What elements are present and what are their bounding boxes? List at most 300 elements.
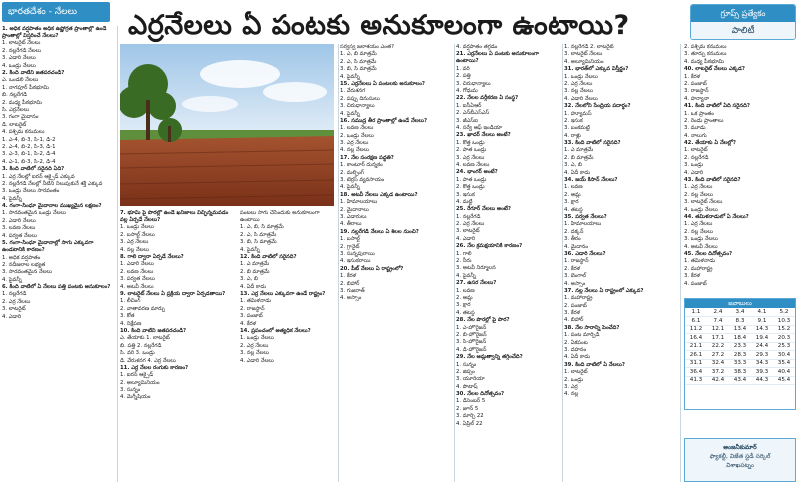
option-text: 4. అస్సాం (340, 295, 362, 302)
answer-cell: 26.1 (685, 351, 707, 360)
option-text: 1. సున్నం (456, 361, 477, 368)
option-text: 2. ఆమ్ల (456, 294, 473, 301)
page-headline: ఎర్రనేలలు ఏ పంటకు అనుకూలంగా ఉంటాయి? (128, 10, 630, 41)
answer-cell: 28.3 (729, 351, 751, 360)
option-text: 4. రాళ్లు (564, 132, 582, 139)
option-text: 4. నిక్షేపణ (120, 320, 142, 327)
option-text: 3. సి-హొరైజన్ (456, 339, 487, 346)
option-text: 4. పొటాష్ (456, 383, 478, 390)
option-text: 2. కేరళ (564, 265, 581, 272)
option-text: 2. నీరు (456, 258, 472, 265)
option-text: 4. పైవన్నీ (340, 73, 360, 80)
answer-cell: 34.3 (751, 359, 773, 368)
option-text: 2. జిప్సం (456, 368, 475, 375)
option-text: 4. పశ్చిమ కనుమలు (2, 129, 45, 136)
option-text: 4. వర్షపాతం తగ్గడం (456, 44, 498, 50)
question-text: 8. గాలి ద్వారా ఏర్పడే నేలలు? (120, 254, 184, 261)
option-text: 1. పంట మార్పిడి (564, 332, 600, 339)
question-text: 5. గంగా-సింధూ మైదానాల్లో సాగు ఎక్కువగా ఉండటానికి కారణం? (2, 240, 94, 254)
option-text: 2. మల్చింగ్ (340, 169, 365, 176)
option-text: 4. తటస్థ (564, 206, 583, 213)
column-divider (562, 44, 563, 482)
question-text: 3. కింది వాటిలో సరైనది ఏది? (2, 166, 65, 173)
option-text: 3. లాటరైట్ (2, 306, 26, 313)
answer-cell: 24.4 (751, 342, 773, 351)
field-photo (120, 44, 334, 206)
option-text: 1. పాత ఒండ్రు (456, 176, 487, 183)
answer-cell: 41.3 (685, 376, 707, 385)
question-text: 1. నల్లరేగడి 2. లాటరైట్ (564, 44, 614, 50)
question-text: 21. ఎర్రనేలలు ఏ పంటకు అనుకూలంగా ఉంటాయి? (456, 51, 540, 65)
answer-cell: 19.4 (751, 334, 773, 343)
option-text: 2. నల్లరేగడి (684, 154, 709, 161)
option-text: 2. బిహార్ (340, 280, 360, 287)
option-text: 2. కొత్త ఒండ్రు (456, 184, 485, 191)
answer-cell: 27.2 (707, 351, 729, 360)
option-text: సి. ఎర్రనేలలు (2, 107, 30, 113)
option-text: 1. మహారాష్ట్ర (564, 295, 593, 302)
option-text: 2. ఎ, సి మాత్రమే (340, 58, 377, 65)
option-text: 1. హిమాలయాలు (340, 199, 378, 206)
question-text: 38. నేల సారాన్ని పెంచేది? (564, 324, 620, 331)
question-text: 6. కింది వాటిలో ఏ నేలలు పత్తి పంటకు అనుకూలం? (2, 284, 111, 291)
option-text: 2. బసాల్ట్ నేలలు (120, 231, 155, 238)
answer-cell: 22.2 (707, 342, 729, 351)
option-text: 3. బంకమట్టి (564, 125, 590, 132)
option-text: 1. గాలి (456, 250, 472, 257)
option-text: 3. పంజాబ్ (240, 313, 263, 320)
option-text: 3. అటవీ నిర్మూలన (456, 265, 496, 272)
answer-cell: 16.4 (685, 334, 707, 343)
answer-cell: 31.1 (685, 359, 707, 368)
option-text: 1. లాటరైట్ నేలలు (2, 40, 41, 47)
answer-cell: 6.1 (685, 317, 707, 326)
option-text: 4. ఎడారి (456, 235, 476, 242)
answer-cell: 23.3 (729, 342, 751, 351)
question-text: 3. టెర్రస్ వ్యవసాయం (340, 177, 385, 184)
answer-row (685, 308, 795, 317)
option-text: 3. ఎ, బి (240, 276, 258, 283)
option-text: 2. ఎర్ర నేలలు (456, 221, 485, 228)
answer-row (685, 334, 795, 343)
option-text: 4. పైవన్నీ (240, 246, 260, 253)
option-text: 2. పశ్చిమ కనుమలు (684, 44, 727, 50)
option-text: 4. నాలుగు (684, 132, 707, 139)
option-text: 4. ఎడారి (2, 313, 22, 320)
option-text: 2. అల్యూమినియం (120, 379, 160, 386)
question-text: 1. సారవంతమైన ఒండ్రు నేలలు (2, 210, 66, 217)
question-text: 2. ఎ-4, బి-2, సి-3, డి-1 (2, 143, 56, 150)
answer-cell: 42.4 (707, 376, 729, 385)
question-text: 15. ఎర్రనేలలు ఏ పంటలకు అనుకూలం? (340, 80, 425, 87)
option-text: 3. పర్వత నేలలు (120, 276, 155, 283)
option-text: 4. ఎడారి (684, 169, 704, 176)
option-text: 4. ఇసుకరాయి (340, 258, 371, 265)
option-text: 3. కోత (120, 313, 135, 320)
option-text: 3. మూడు (684, 125, 706, 132)
question-text: 2. నల్లరేగడి నేలల్లో నీటిని నిలుపుకునే శక్తి ఎక్కువ (2, 180, 103, 187)
option-text: 3. జీఎస్ఐ (456, 117, 478, 124)
category-badge (690, 4, 796, 40)
column-divider (454, 44, 455, 482)
option-text: 1. ఒండ్రు నేలలు (240, 335, 274, 342)
option-text: 4. గోధుమ (456, 88, 478, 95)
question-text: 17. నేల సంరక్షణ పద్ధతి? (340, 154, 394, 161)
option-text: సి. వరి 3. ఒండ్రు (120, 350, 155, 357)
option-text: ఎ. తేయాకు 1. లాటరైట్ (120, 335, 170, 342)
answer-cell: 25.3 (773, 342, 795, 351)
option-text: 3. క్షార (456, 302, 471, 309)
option-text: 1. లాటరైట్ (684, 147, 708, 154)
option-text: 2. బి-హొరైజన్ (456, 331, 487, 338)
option-text: 4. మెగ్నీషియం (120, 394, 151, 401)
answer-row (685, 317, 795, 326)
question-text: 1. ఎర్ర నేలల్లో ఐరన్ ఆక్సైడ్ ఎక్కువ (2, 173, 75, 180)
option-text: 2. మహారాష్ట్ర (684, 265, 713, 272)
answer-cell: 37.2 (707, 368, 729, 377)
option-text: 1. ఐసీఏఆర్ (456, 102, 482, 109)
option-text: 3. నల్ల నేలలు (564, 88, 593, 95)
question-text: 31. భారత్‌లో ఎక్కువ విస్తీర్ణం? (564, 66, 629, 73)
option-text: 2. పంజాబ్ (684, 80, 707, 87)
answer-cell: 3.4 (729, 308, 751, 317)
option-text: 4. ఏదీ కాదు (240, 283, 267, 290)
question-text: 42. తేయాకు ఏ నేలల్లో? (684, 140, 736, 147)
option-text: 2. నల్లరేగడి నేలలు (2, 47, 42, 54)
question-text: 30. నేలల దినోత్సవం? (456, 391, 505, 398)
option-text: 4. ఒండ్రు నేలలు (684, 206, 718, 213)
author-name: అంజనీకుమార్ (723, 444, 757, 451)
answer-cell: 15.2 (773, 325, 795, 334)
option-text: 4. అటవీ నేలలు (684, 243, 718, 250)
option-text: 4. అల్యూమినియం (564, 58, 604, 65)
option-text: 4. మైదానం (564, 243, 589, 250)
option-text: 2. ఒండ్రు (564, 376, 584, 383)
option-text: 2. ఎ, సి మాత్రమే (240, 231, 277, 238)
question-column-4 (340, 44, 452, 482)
option-text: 4. నల్ల నేలలు (120, 246, 149, 253)
option-text: 4. పైవన్నీ (340, 110, 360, 117)
option-text: 1. ఐరన్ ఆక్సైడ్ (120, 372, 154, 379)
option-text: 1. నాగపూర్ పీఠభూమి (2, 84, 49, 91)
answer-row (685, 376, 795, 385)
option-text: 1. లవణ నేలలు (340, 125, 374, 132)
answer-cell: 32.4 (707, 359, 729, 368)
option-text: 2. పంజాబ్ (564, 302, 587, 309)
option-text: 1. బసాల్ట్ (340, 236, 360, 243)
answer-cell: 29.3 (751, 351, 773, 360)
option-text: 2. లవణ నేలలు (120, 268, 154, 275)
option-text: 3. గుజరాత్ (340, 287, 365, 294)
option-text: 2. జూన్ 5 (456, 405, 479, 412)
answer-cell: 43.4 (729, 376, 751, 385)
option-text: 3. బి, సి మాత్రమే (340, 66, 377, 73)
option-text: 1. రాజస్థాన్ (564, 258, 589, 265)
author-box (684, 438, 796, 482)
question-text: 7. భూమి పై పొరల్లో ఉండే ఖనిజాలు విచ్ఛిన్నమవడం వల్ల ఏర్పడే నేలలు? (120, 210, 229, 224)
option-text: 2. బి మాత్రమే (564, 154, 594, 161)
option-text: 1. వరి (456, 65, 470, 72)
option-text: 1. కొత్త ఒండ్రు (456, 139, 485, 146)
question-text: 16. సముద్ర తీర ప్రాంతాల్లో ఉండే నేలలు? (340, 117, 428, 124)
option-text: 1. కాంటూర్ దున్నకం (340, 162, 383, 169)
answer-cell: 5.2 (773, 308, 795, 317)
option-text: 1. డిసెంబర్ 5 (456, 398, 486, 405)
option-text: 3. ఎ, బి (564, 162, 582, 169)
option-text: 4. పర్వత నేలలు (2, 232, 37, 239)
question-text: 26. నేల క్రమక్షయానికి కారణం? (456, 243, 523, 250)
answer-cell: 33.3 (729, 359, 751, 368)
option-text: 3. తూర్పు కనుమలు (684, 51, 727, 58)
question-text: 2. కింది వాటిని జతపరచండి? (2, 70, 65, 77)
option-text: 1. వేరుశనగ (340, 88, 366, 95)
option-text: 2. ఎర్ర నేలలు (2, 298, 31, 305)
option-text: 36. ఎడారి నేలలు? (564, 250, 606, 257)
option-text: 2. నదీజలాల లభ్యత (2, 261, 46, 268)
question-text: 41. కింది వాటిలో ఏది సరైనది? (684, 103, 750, 110)
option-text: 2. పప్పు దినుసులు (340, 95, 380, 102)
option-text: 3. బెంగాల్ (564, 273, 587, 280)
option-text: 3. లాటరైట్ (456, 228, 480, 235)
column-divider (338, 44, 339, 482)
answer-cell: 14.3 (751, 325, 773, 334)
option-text: 1. నల్లరేగడి (456, 213, 481, 220)
answer-row (685, 368, 795, 377)
option-text: 2. రాజస్థాన్ (240, 305, 265, 312)
option-text: 4. పైవన్నీ (340, 184, 360, 191)
option-text: 4. లవణ నేలలు (456, 161, 490, 168)
option-text: 1. ఎ, బి మాత్రమే (340, 51, 377, 58)
question-column-7 (684, 44, 796, 294)
option-text: 1. ఎడారి నేలలు (120, 261, 154, 268)
answer-cell: 7.4 (707, 317, 729, 326)
option-text: 35. పర్వత నేలలు? (564, 213, 607, 220)
option-text: 4. కేరళ (240, 320, 257, 327)
question-text: 23. ఖాదర్ నేలలు అంటే? (456, 132, 511, 139)
option-text: 1. తమిళనాడు (240, 298, 272, 305)
option-text: 2. మధ్య పీఠభూమి (2, 99, 43, 106)
option-text: 2. నల్ల నేలలు (684, 191, 713, 198)
option-text: 1. లవణ (564, 184, 583, 191)
option-text: 1. లవణ (456, 287, 475, 294)
question-text: 10. కింది వాటిని జతపరచండి? (120, 327, 187, 334)
question-text: 40. లాటరైట్ నేలలు ఎక్కడ? (684, 66, 745, 73)
option-text: 2. ఒండ్రు నేలలు (340, 132, 374, 139)
option-text: 3. ఎర్ర నేలలు (456, 154, 485, 161)
option-text: 3. ఎడారి నేలలు (2, 55, 36, 62)
answer-cell: 17.1 (707, 334, 729, 343)
option-text: 3. లాటరైట్ నేలలు (684, 199, 723, 206)
answer-key-table (685, 308, 795, 385)
question-text: 29. నేల ఆమ్లత్వాన్ని తగ్గించేది? (456, 354, 523, 361)
option-text: 3. గంగా మైదానం (2, 114, 39, 121)
option-text: 4. అటవీ నేలలు (120, 283, 154, 290)
answer-cell: 44.3 (751, 376, 773, 385)
option-text: 3. ఒండ్రు (684, 162, 704, 169)
option-text: 1. హిమాలయాలు (564, 221, 602, 228)
option-text: 1. ఎర్ర నేలలు (684, 221, 713, 228)
option-text: 4. బిహార్ (564, 317, 584, 324)
option-text: 2. రెండు ప్రాంతాలు (684, 117, 724, 124)
option-text: 2. ఏకపంట (564, 339, 588, 346)
option-text: ఎ. ఒండలి నేలలు (2, 77, 39, 84)
answer-cell: 4.1 (751, 308, 773, 317)
question-text: 4. ఎ-1, బి-3, సి-2, డి-4 (2, 158, 56, 165)
option-text: 1. కేరళ (684, 73, 701, 80)
question-text: 43. కింది వాటిలో సరైనది? (684, 177, 741, 184)
question-column-3 (240, 210, 338, 482)
option-text: 3. నల్ల నేలలు (240, 350, 269, 357)
question-column-6 (564, 44, 676, 482)
question-text: 44. తమిళనాడులో ఏ నేలలు? (684, 213, 749, 220)
option-text: 4. హర్యానా (684, 95, 710, 102)
option-text: 27. ఉసర నేలలు? (456, 280, 497, 287)
question-text: 12. కింది వాటిలో సరైనది? (240, 254, 297, 261)
option-text: 3. ఎర్ర నేలలు (340, 140, 369, 147)
question-text: 3. ఎ-3, బి-1, సి-2, డి-4 (2, 151, 56, 158)
answer-cell: 8.3 (729, 317, 751, 326)
question-text: 9. లాటరైట్ నేలలు ఏ ప్రక్రియ ద్వారా ఏర్పడతాయి? (120, 291, 226, 297)
option-text: 3. సున్నం (120, 387, 141, 394)
option-text: 3. లవణ నేలలు (2, 225, 36, 232)
option-text: 3. సారవంతమైన నేలలు (2, 269, 52, 276)
question-text: 3. ఒండ్రు నేలలు సారవంతం (2, 188, 60, 195)
option-text: 4. డి-హొరైజన్ (456, 346, 487, 353)
option-text: 2. పాత ఒండ్రు (456, 147, 487, 154)
author-city: విశాఖపట్నం (726, 462, 754, 469)
option-text: 3. యూరియా (456, 376, 485, 383)
option-text: 1. నల్లరేగడి (2, 291, 27, 298)
option-text: 4. ఏదీ కాదు (564, 169, 591, 176)
question-text: 1. ఎ, బి, సి మాత్రమే (240, 224, 284, 231)
question-text: 28. నేల పొరల్లో పై పొర? (456, 317, 510, 324)
option-text: 2. గ్రానైట్ (340, 243, 360, 250)
red-soil-field-image (120, 44, 334, 206)
answer-cell: 10.3 (773, 317, 795, 326)
option-text: 24. భాంగర్ అంటే? (456, 169, 498, 176)
answer-cell: 36.4 (685, 368, 707, 377)
answer-cell: 40.4 (773, 368, 795, 377)
option-text: 2. దక్కన్ (564, 228, 584, 235)
answer-row (685, 351, 795, 360)
option-text: 4. ఎడారి నేలలు (564, 95, 598, 102)
option-text: సర్వస్వ జలాశయం ఎంత? (340, 44, 394, 50)
option-text: 4. పైవన్నీ (2, 276, 22, 283)
option-text: 3. తీరం (564, 236, 581, 243)
option-text: 2. బి మాత్రమే (240, 268, 270, 275)
option-text: 4. ఒండ్రు నేలలు (2, 62, 36, 69)
question-text: 13. ఎర్ర నేలలు ఎక్కువగా ఉండే రాష్ట్రం? (240, 291, 326, 297)
answer-cell: 2.4 (707, 308, 729, 317)
answer-cell: 30.4 (773, 351, 795, 360)
answer-cell: 38.3 (729, 368, 751, 377)
option-text: 2. ఎర్ర నేలలు (240, 342, 269, 349)
option-text: 3. క్షార (564, 199, 579, 206)
question-text: 14. ప్రపంచంలో అత్యధిక నేలలు? (240, 327, 311, 334)
question-text: 18. అటవీ నేలలు ఎక్కడ ఉంటాయి? (340, 191, 418, 198)
question-column-2 (120, 210, 236, 482)
option-text: 3. రాజస్థాన్ (684, 88, 709, 95)
option-text: 4. మధ్య పీఠభూమి (684, 58, 725, 65)
option-text: 4. అస్సాం (564, 280, 586, 287)
answer-cell: 21.1 (685, 342, 707, 351)
question-text: 4. సర్వే ఆఫ్ ఇండియా (456, 125, 503, 131)
option-text: 2. ఎన్‌బీఎస్‌ఎస్ (456, 110, 490, 117)
option-text: 4. తీరాలు (340, 221, 362, 228)
option-text: 1. ఒండ్రు నేలలు (120, 224, 154, 231)
option-text: డి. వేరుశనగ 4. ఎర్ర నేలలు (120, 357, 176, 364)
option-text: 3. సున్నపురాయి (340, 250, 375, 257)
option-text: 4. ఎడారి నేలలు (240, 357, 274, 364)
option-text: 3. మార్చి 22 (456, 413, 484, 420)
question-text: 1. అధిక వర్షపాతం అధిక ఉష్ణోగ్రత ప్రాంతాల్లో ఉండే ప్రాంతాల్లో విస్తరించే నేలలు? (2, 26, 107, 40)
question-text: 32. నేలలోని సేంద్రియ పదార్థం? (564, 103, 631, 110)
question-text: 11. ఎర్ర నేలల రంగుకు కారణం? (120, 364, 189, 371)
question-column-5 (456, 44, 560, 482)
option-text: 4. నల్ల నేలలు (340, 147, 369, 154)
answer-key-title: జవాబులు (685, 299, 795, 308)
option-text: 4. మట్టి (456, 198, 473, 205)
question-text: 25. రేగూర్ నేలలు అంటే? (456, 206, 511, 213)
option-text: 1. ఎ మాత్రమే (240, 261, 270, 268)
answer-cell: 12.1 (707, 325, 729, 334)
option-text: 1. ఎ-హొరైజన్ (456, 324, 487, 331)
option-text: 3. కేరళ (564, 310, 581, 317)
answer-cell: 35.4 (773, 359, 795, 368)
option-text: 1. లీచింగ్ (120, 298, 141, 305)
option-text: 2. ఇసుక (564, 117, 583, 124)
question-text: 39. కింది వాటిలో ఏ నేలలు? (564, 361, 625, 368)
question-text: 22. నేలల వర్గీకరణ ఏ సంస్థ? (456, 95, 519, 102)
option-text: డి. లాటరైట్ (2, 121, 27, 128)
option-text: 3. ఎర్ర నేలలు (120, 239, 149, 246)
answer-cell: 11.2 (685, 325, 707, 334)
option-text: 3. లాటరైట్ నేలలు (564, 51, 603, 58)
column-divider (117, 26, 118, 482)
answer-cell: 9.1 (751, 317, 773, 326)
question-text: 1. ఎ-4, బి-3, సి-1, డి-2 (2, 136, 56, 143)
question-text: 45. నేలల దినోత్సవం? (684, 250, 733, 257)
answer-cell: 13.4 (729, 325, 751, 334)
option-text: 4. తటస్థ (456, 309, 475, 316)
option-text: 1. తమిళనాడు (684, 258, 716, 265)
option-text: 3. దహనం (564, 347, 587, 354)
answer-cell: 18.4 (729, 334, 751, 343)
answer-cell: 45.4 (773, 376, 795, 385)
option-text: 2. ఎర్ర నేలలు (564, 80, 593, 87)
answer-cell: 20.3 (773, 334, 795, 343)
question-column-1 (2, 26, 116, 482)
answer-cell: 39.3 (751, 368, 773, 377)
option-text: 3. బి, సి మాత్రమే (240, 239, 277, 246)
option-text: 1. లాటరైట్ (564, 369, 588, 376)
option-text: 1. కేరళ (340, 273, 357, 280)
answer-row (685, 325, 795, 334)
question-text: 33. కింది వాటిలో సరైనది? (564, 140, 621, 147)
answer-cell: 1.1 (685, 308, 707, 317)
option-text: 1. ఎ మాత్రమే (564, 147, 594, 154)
question-text: 4. గంగా-సింధూ మైదానాల ముఖ్యమైన లక్షణం? (2, 203, 102, 210)
option-text: 1. అధిక వర్షపాతం (2, 254, 41, 261)
option-text: 2. పత్తి (456, 73, 471, 80)
option-text: 3. కేరళ (684, 273, 701, 280)
option-text: 1. ఒక ప్రాంతం (684, 110, 714, 117)
option-text: పంటలు సాగు చేసేందుకు అనుకూలంగా ఉంటాయి (240, 210, 320, 224)
answer-row (685, 359, 795, 368)
option-text: బి. పత్తి 2. నల్లరేగడి (120, 342, 162, 349)
option-text: 3. ఎర్ర (564, 383, 578, 390)
option-text: 3. ఒండ్రు నేలలు (684, 236, 718, 243)
